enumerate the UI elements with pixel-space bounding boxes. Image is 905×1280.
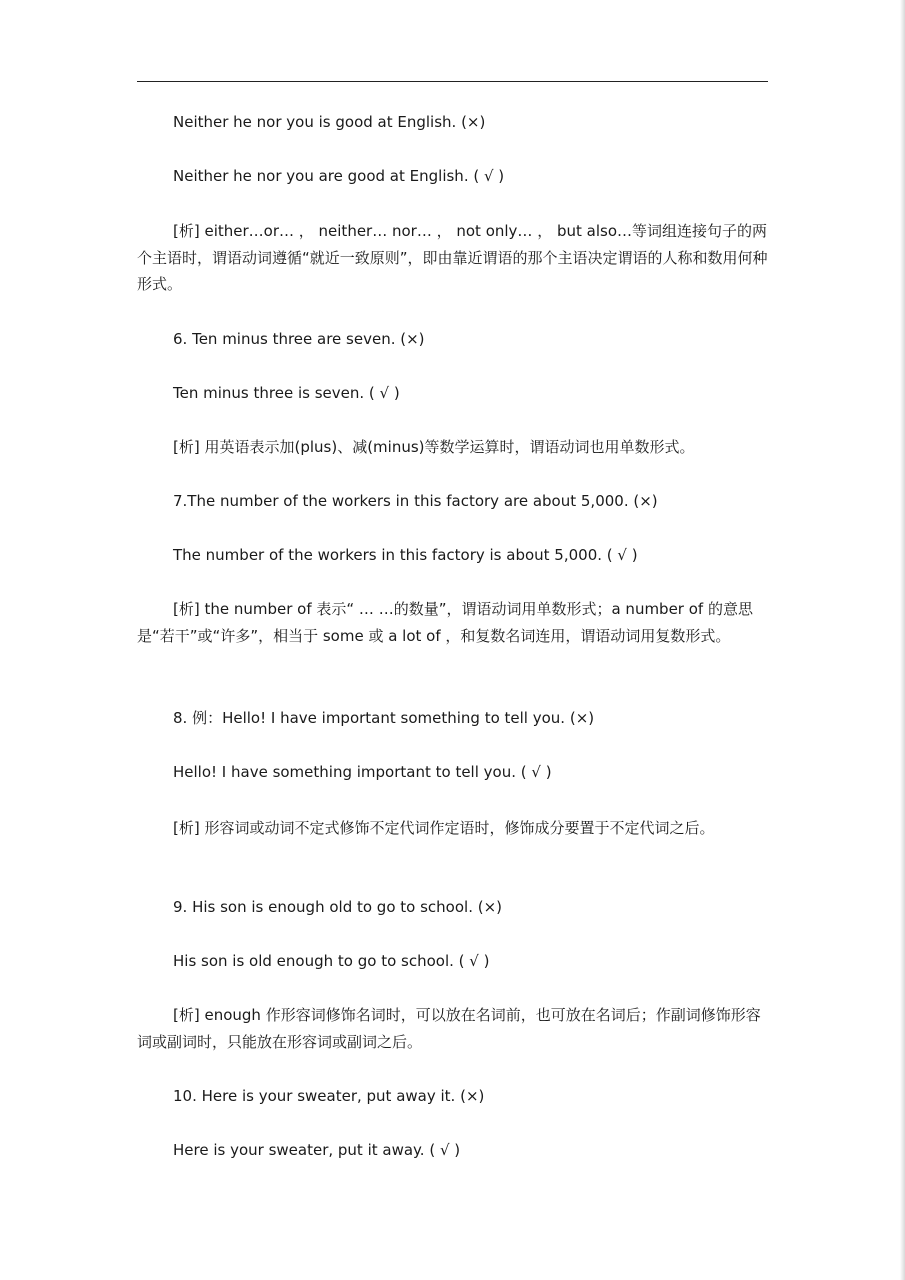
header-rule xyxy=(137,81,768,82)
example-sentence-incorrect: 6. Ten minus three are seven. (×) xyxy=(173,330,425,348)
example-sentence-incorrect: 8. 例：Hello! I have important something to tell you. (×) xyxy=(173,709,595,727)
example-sentence-correct: Here is your sweater, put it away. ( √ ) xyxy=(173,1141,461,1159)
example-sentence-correct: Ten minus three is seven. ( √ ) xyxy=(173,384,400,402)
example-sentence-correct: The number of the workers in this factory is about 5,000. ( √ ) xyxy=(173,546,638,564)
analysis-paragraph: [析] 用英语表示加(plus)、减(minus)等数学运算时，谓语动词也用单数形式。 xyxy=(173,438,695,456)
analysis-paragraph: [析] the number of 表示“ … …的数量”，谓语动词用单数形式；a number of 的意思是“若干”或“许多”，相当于 some 或 a lot of ，和复数名词连用，谓语动词用复数形式。 xyxy=(137,600,753,645)
example-sentence-correct: His son is old enough to go to school. ( √ ) xyxy=(173,952,490,970)
example-sentence-incorrect: 9. His son is enough old to go to school. (×) xyxy=(173,898,502,916)
page-edge-shadow xyxy=(900,0,905,1280)
analysis-paragraph: [析] either…or… ， neither… nor… ， not only… ， but also…等词组连接句子的两个主语时，谓语动词遵循“就近一致原则”，即由靠近谓语的那个主语决定谓语的人称和数用何种形式。 xyxy=(137,222,768,293)
example-sentence-correct: Hello! I have something important to tell you. ( √ ) xyxy=(173,763,552,781)
example-sentence-incorrect: 7.The number of the workers in this factory are about 5,000. (×) xyxy=(173,492,658,510)
example-sentence-incorrect: 10. Here is your sweater, put away it. (×) xyxy=(173,1087,485,1105)
example-sentence-incorrect: Neither he nor you is good at English. (×) xyxy=(173,113,486,131)
example-sentence-correct: Neither he nor you are good at English. ( √ ) xyxy=(173,167,505,185)
analysis-paragraph: [析] enough 作形容词修饰名词时，可以放在名词前，也可放在名词后；作副词修饰形容词或副词时，只能放在形容词或副词之后。 xyxy=(137,1006,761,1051)
analysis-paragraph: [析] 形容词或动词不定式修饰不定代词作定语时，修饰成分要置于不定代词之后。 xyxy=(173,819,715,837)
